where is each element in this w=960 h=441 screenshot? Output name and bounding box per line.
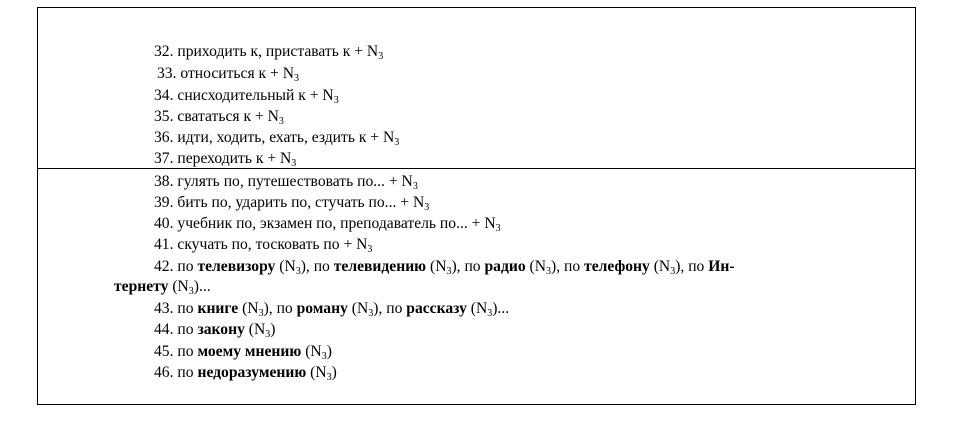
- list-item-42-line1: 42. по телевизору $(N_3)$, по телевидению $(N_3)$, по радио $(N_3)$, по телефону $(N_3)$, по Ин-: [154, 258, 735, 277]
- list-item-42-line2: тернету $(N_3)$...: [114, 278, 211, 297]
- list-item: 38. гулять по, путешествовать по... + $N_3$: [154, 173, 418, 192]
- bottom-frame: [37, 168, 916, 405]
- list-item: 43. по книге $(N_3)$, по роману $(N_3)$, по рассказу $(N_3)$...: [154, 300, 510, 319]
- list-item: 39. бить по, ударить по, стучать по... + $N_3$: [154, 194, 430, 213]
- top-frame: [37, 7, 916, 169]
- list-item: 40. учебник по, экзамен по, преподаватель по... + $N_3$: [154, 215, 501, 234]
- list-item: 32. приходить к, приставать $к + N_3$: [154, 43, 384, 62]
- list-item: 35. свататься $к + N_3$: [154, 108, 284, 127]
- list-item: 45. по моему мнению $(N_3)$: [154, 343, 332, 362]
- list-item: 34. снисходительный $к + N_3$: [154, 87, 339, 106]
- list-item: 46. по недоразумению $(N_3)$: [154, 364, 337, 383]
- list-item: 33. относиться $к + N_3$: [157, 65, 299, 84]
- list-item: 44. по закону $(N_3)$: [154, 321, 276, 340]
- list-item: 41. скучать по, тосковать по + $N_3$: [154, 236, 373, 255]
- list-item: 36. идти, ходить, ехать, ездить $к + N_3$: [154, 129, 400, 148]
- list-item: 37. переходить $к + N_3$: [154, 150, 297, 167]
